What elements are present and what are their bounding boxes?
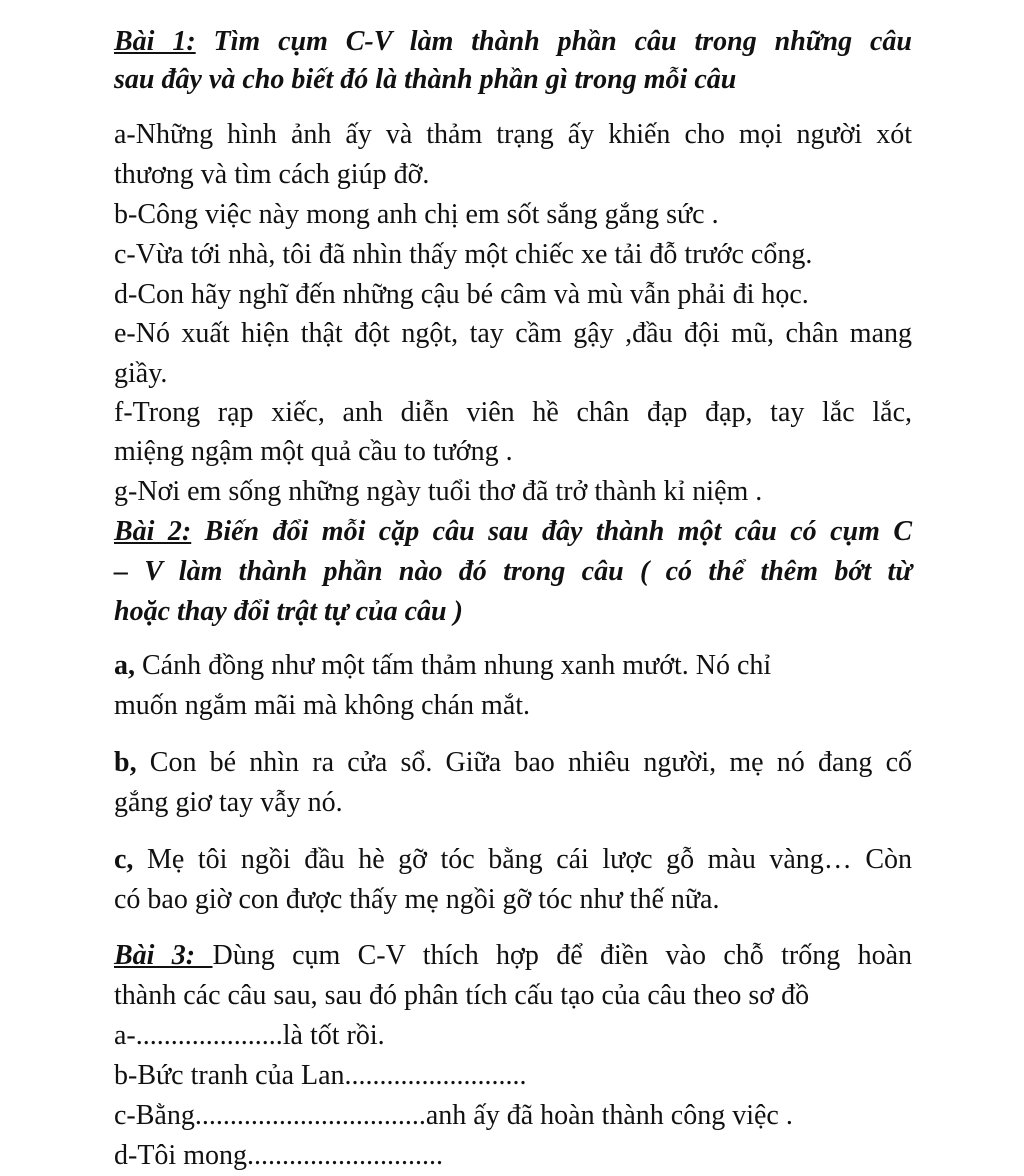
bai1-line-e1: e-Nó xuất hiện thật đột ngột, tay cầm gậy ,đầu đội mũ, chân mang xyxy=(114,318,912,349)
bai1-line-e2: giầy. xyxy=(114,358,168,389)
bai3-line-a: a-.....................là tốt rồi. xyxy=(114,1020,385,1051)
bai1-title-line-2: sau đây và cho biết đó là thành phần gì trong mỗi câu xyxy=(114,64,737,95)
bai2-item-a-text-1: Cánh đồng như một tấm thảm nhung xanh mướt. Nó chỉ xyxy=(135,650,772,681)
bai1-line-f1: f-Trong rạp xiếc, anh diễn viên hề chân đạp đạp, tay lắc lắc, xyxy=(114,397,912,428)
bai3-line-b: b-Bức tranh của Lan.......................... xyxy=(114,1060,527,1091)
bai3-title-text-1: Dùng cụm C-V thích hợp để điền vào chỗ trống hoàn xyxy=(212,940,912,971)
bai2-item-c-text-1: Mẹ tôi ngồi đầu hè gỡ tóc bằng cái lược gỗ màu vàng… Còn xyxy=(133,844,912,875)
bai2-item-b-line-2: gắng giơ tay vẫy nó. xyxy=(114,787,343,818)
bai2-item-a-line-2: muốn ngắm mãi mà không chán mắt. xyxy=(114,690,531,721)
bai1-line-a1: a-Những hình ảnh ấy và thảm trạng ấy khiến cho mọi người xót xyxy=(114,119,912,150)
bai2-title-line-2: – V làm thành phần nào đó trong câu ( có thể thêm bớt từ xyxy=(114,556,912,587)
bai1-label: Bài 1: xyxy=(114,26,196,57)
bai3-label: Bài 3: xyxy=(114,940,213,971)
bai2-item-b-text-1: Con bé nhìn ra cửa sổ. Giữa bao nhiêu người, mẹ nó đang cố xyxy=(136,747,912,778)
bai1-line-f2: miệng ngậm một quả cầu to tướng . xyxy=(114,436,513,467)
bai2-item-b-marker: b, xyxy=(114,747,137,778)
bai2-label: Bài 2: xyxy=(114,516,192,547)
bai2-item-c-marker: c, xyxy=(114,844,134,875)
bai1-line-b: b-Công việc này mong anh chị em sốt sắng gắng sức . xyxy=(114,199,719,230)
bai3-line-c: c-Bằng.................................anh ấy đã hoàn thành công việc . xyxy=(114,1100,793,1131)
bai3-title-line-1 xyxy=(114,936,912,976)
bai2-item-c-line-2: có bao giờ con được thấy mẹ ngồi gỡ tóc như thế nữa. xyxy=(114,884,720,915)
bai2-item-b-line-1 xyxy=(114,743,912,783)
bai2-title-line-1 xyxy=(114,512,912,552)
bai2-item-a-marker: a, xyxy=(114,650,135,681)
bai1-line-a2: thương và tìm cách giúp đỡ. xyxy=(114,159,430,190)
bai1-title-text-1: Tìm cụm C-V làm thành phần câu trong những câu xyxy=(195,26,913,57)
bai2-item-c-line-1 xyxy=(114,840,912,880)
bai1-line-g: g-Nơi em sống những ngày tuổi thơ đã trở thành kỉ niệm . xyxy=(114,476,763,507)
bai1-line-d: d-Con hãy nghĩ đến những cậu bé câm và mù vẫn phải đi học. xyxy=(114,279,809,310)
bai1-title-line-1 xyxy=(114,22,912,62)
bai2-item-a-line-1 xyxy=(114,646,771,686)
bai3-title-line-2: thành các câu sau, sau đó phân tích cấu tạo của câu theo sơ đồ xyxy=(114,980,810,1011)
bai2-title-line-3: hoặc thay đổi trật tự của câu ) xyxy=(114,596,463,627)
bai2-title-text-1: Biến đổi mỗi cặp câu sau đây thành một câu có cụm C xyxy=(191,516,913,547)
bai1-line-c: c-Vừa tới nhà, tôi đã nhìn thấy một chiếc xe tải đỗ trước cổng. xyxy=(114,239,813,270)
bai3-line-d: d-Tôi mong............................ xyxy=(114,1140,443,1171)
